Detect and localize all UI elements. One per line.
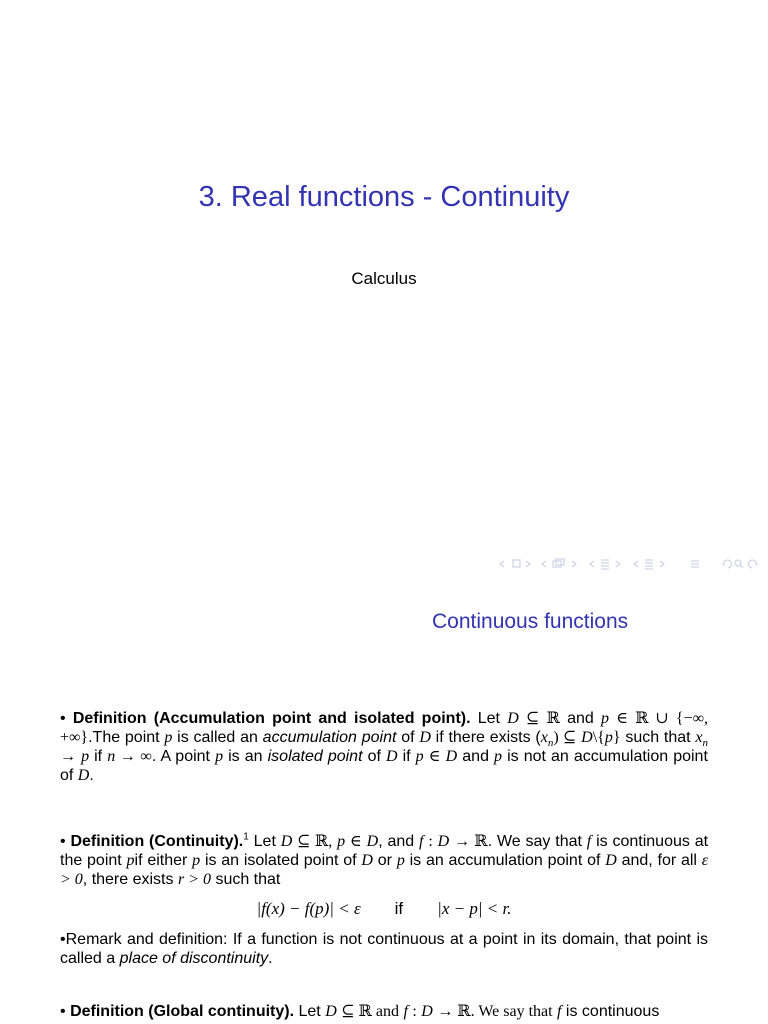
math: D [437,833,450,850]
math: \{ [592,729,605,746]
text: such that [625,729,691,746]
math: p [396,852,405,869]
text: is an [228,748,263,765]
nav-left-icon[interactable] [500,561,504,567]
text: . We say that [487,833,582,850]
math: n [702,737,708,750]
math: ⊆ [525,710,540,727]
math: p [164,729,173,746]
math: D [361,852,373,869]
definition-global-continuity [60,1002,708,1021]
section-icon[interactable] [553,559,564,567]
math: {−∞, +∞} [60,710,708,746]
text: Let [253,833,276,850]
nav-left-icon[interactable] [634,561,638,567]
math: → ℝ. We say that [437,1003,553,1020]
definition-accumulation-point [60,709,708,785]
math: ℝ ∪ [635,710,669,727]
text: if there exists ( [435,729,541,746]
slide-title: 3. Real functions - Continuity [198,181,570,213]
text: such that [215,871,281,888]
text: . [89,767,94,784]
align-icon[interactable] [691,561,699,567]
math: x [695,729,703,746]
math: D [605,852,617,869]
math: p [600,710,609,727]
definition-continuity [60,832,708,889]
math: → ℝ [454,833,488,850]
math: f [419,833,424,850]
math: n → ∞ [107,748,152,765]
text: is not an accumulation point of [60,748,708,784]
math: f [586,833,592,850]
math: ) ⊆ [553,729,577,746]
footnote-marker[interactable]: 1 [243,831,249,843]
math: ℝ [546,710,560,727]
nav-left-icon[interactable] [542,561,546,567]
math: ∈ [616,710,629,727]
math: p [337,833,346,850]
math: D [77,767,90,784]
subsection-icon[interactable] [601,560,609,569]
text: is called an [177,729,258,746]
bullet: • [60,931,66,948]
term-place-of-discontinuity: place of discontinuity [119,950,269,967]
section-icon[interactable] [645,560,653,569]
text: is continuous [565,1003,660,1020]
math: ⊆ ℝ, [297,833,333,850]
definition-heading: Definition (Continuity). [70,833,244,850]
math: : [428,833,433,850]
math: r > 0 [177,871,211,888]
text: is an isolated point of [204,852,357,869]
nav-right-icon[interactable] [660,561,664,567]
definition-heading: Definition (Accumulation point and isolated point). [72,710,471,727]
math: → [60,748,76,765]
math: p [81,748,90,765]
math: D [581,729,593,746]
math: : [412,1003,417,1020]
math: p [415,748,424,765]
math: p [126,852,135,869]
math: D [445,748,458,765]
slide-subtitle: Calculus [351,269,417,288]
nav-right-icon[interactable] [616,561,620,567]
bullet: • [60,1003,66,1020]
nav-left-icon[interactable] [590,561,594,567]
math: ∈ [349,833,362,850]
text: if [94,748,103,765]
term-isolated-point: isolated point [267,748,363,765]
search-icon[interactable] [735,560,743,568]
text: .The point [88,729,160,746]
text: Remark and definition: If a function is not continuous at a point in its domain, that point is called a [60,931,708,967]
text: of [401,729,415,746]
math: D [419,729,431,746]
math: D [507,710,519,727]
math: p [604,729,613,746]
bullet: • [60,833,66,850]
text: . [268,950,273,967]
remark-discontinuity [60,930,708,968]
math: f [557,1003,562,1020]
math: D [421,1003,433,1020]
math: ∈ [428,748,441,765]
text: of [367,748,381,765]
text: Let [477,710,500,727]
text: if [402,748,411,765]
formula-if: if [394,899,404,918]
redo-icon[interactable] [749,560,757,568]
text: and, for all [621,852,697,869]
text: , there exists [82,871,174,888]
nav-right-icon[interactable] [526,561,530,567]
text: Let [298,1003,321,1020]
text: if either [134,852,188,869]
beamer-navigation-bar [498,557,762,571]
math: p [192,852,201,869]
undo-icon[interactable] [723,560,731,568]
text: and [462,748,489,765]
continuity-formula [0,899,768,919]
text: and [567,710,594,727]
formula-lhs: |f(x) − f(p)| < ε [256,899,361,918]
math: ε > 0 [60,852,709,888]
math: f [403,1003,408,1020]
frame-title: Continuous functions [432,610,629,633]
math: n [547,737,554,750]
math: D [280,833,293,850]
text: is an accumulation point of [409,852,601,869]
math: x [540,729,548,746]
definition-heading: Definition (Global continuity). [70,1003,295,1020]
nav-right-icon[interactable] [572,561,576,567]
text: , and [378,833,415,850]
math: } [612,729,621,746]
math: D [325,1003,337,1020]
text: is continuous at the point [60,833,709,869]
text: or [377,852,393,869]
math: D [385,748,398,765]
term-accumulation-point: accumulation point [262,729,397,746]
math: p [215,748,224,765]
formula-rhs: |x − p| < r. [437,899,512,918]
frame-icon[interactable] [513,560,520,567]
math: p [494,748,503,765]
math: ⊆ ℝ and [341,1003,400,1020]
text: . A point [151,748,210,765]
math: D [366,833,379,850]
bullet: • [60,710,66,727]
